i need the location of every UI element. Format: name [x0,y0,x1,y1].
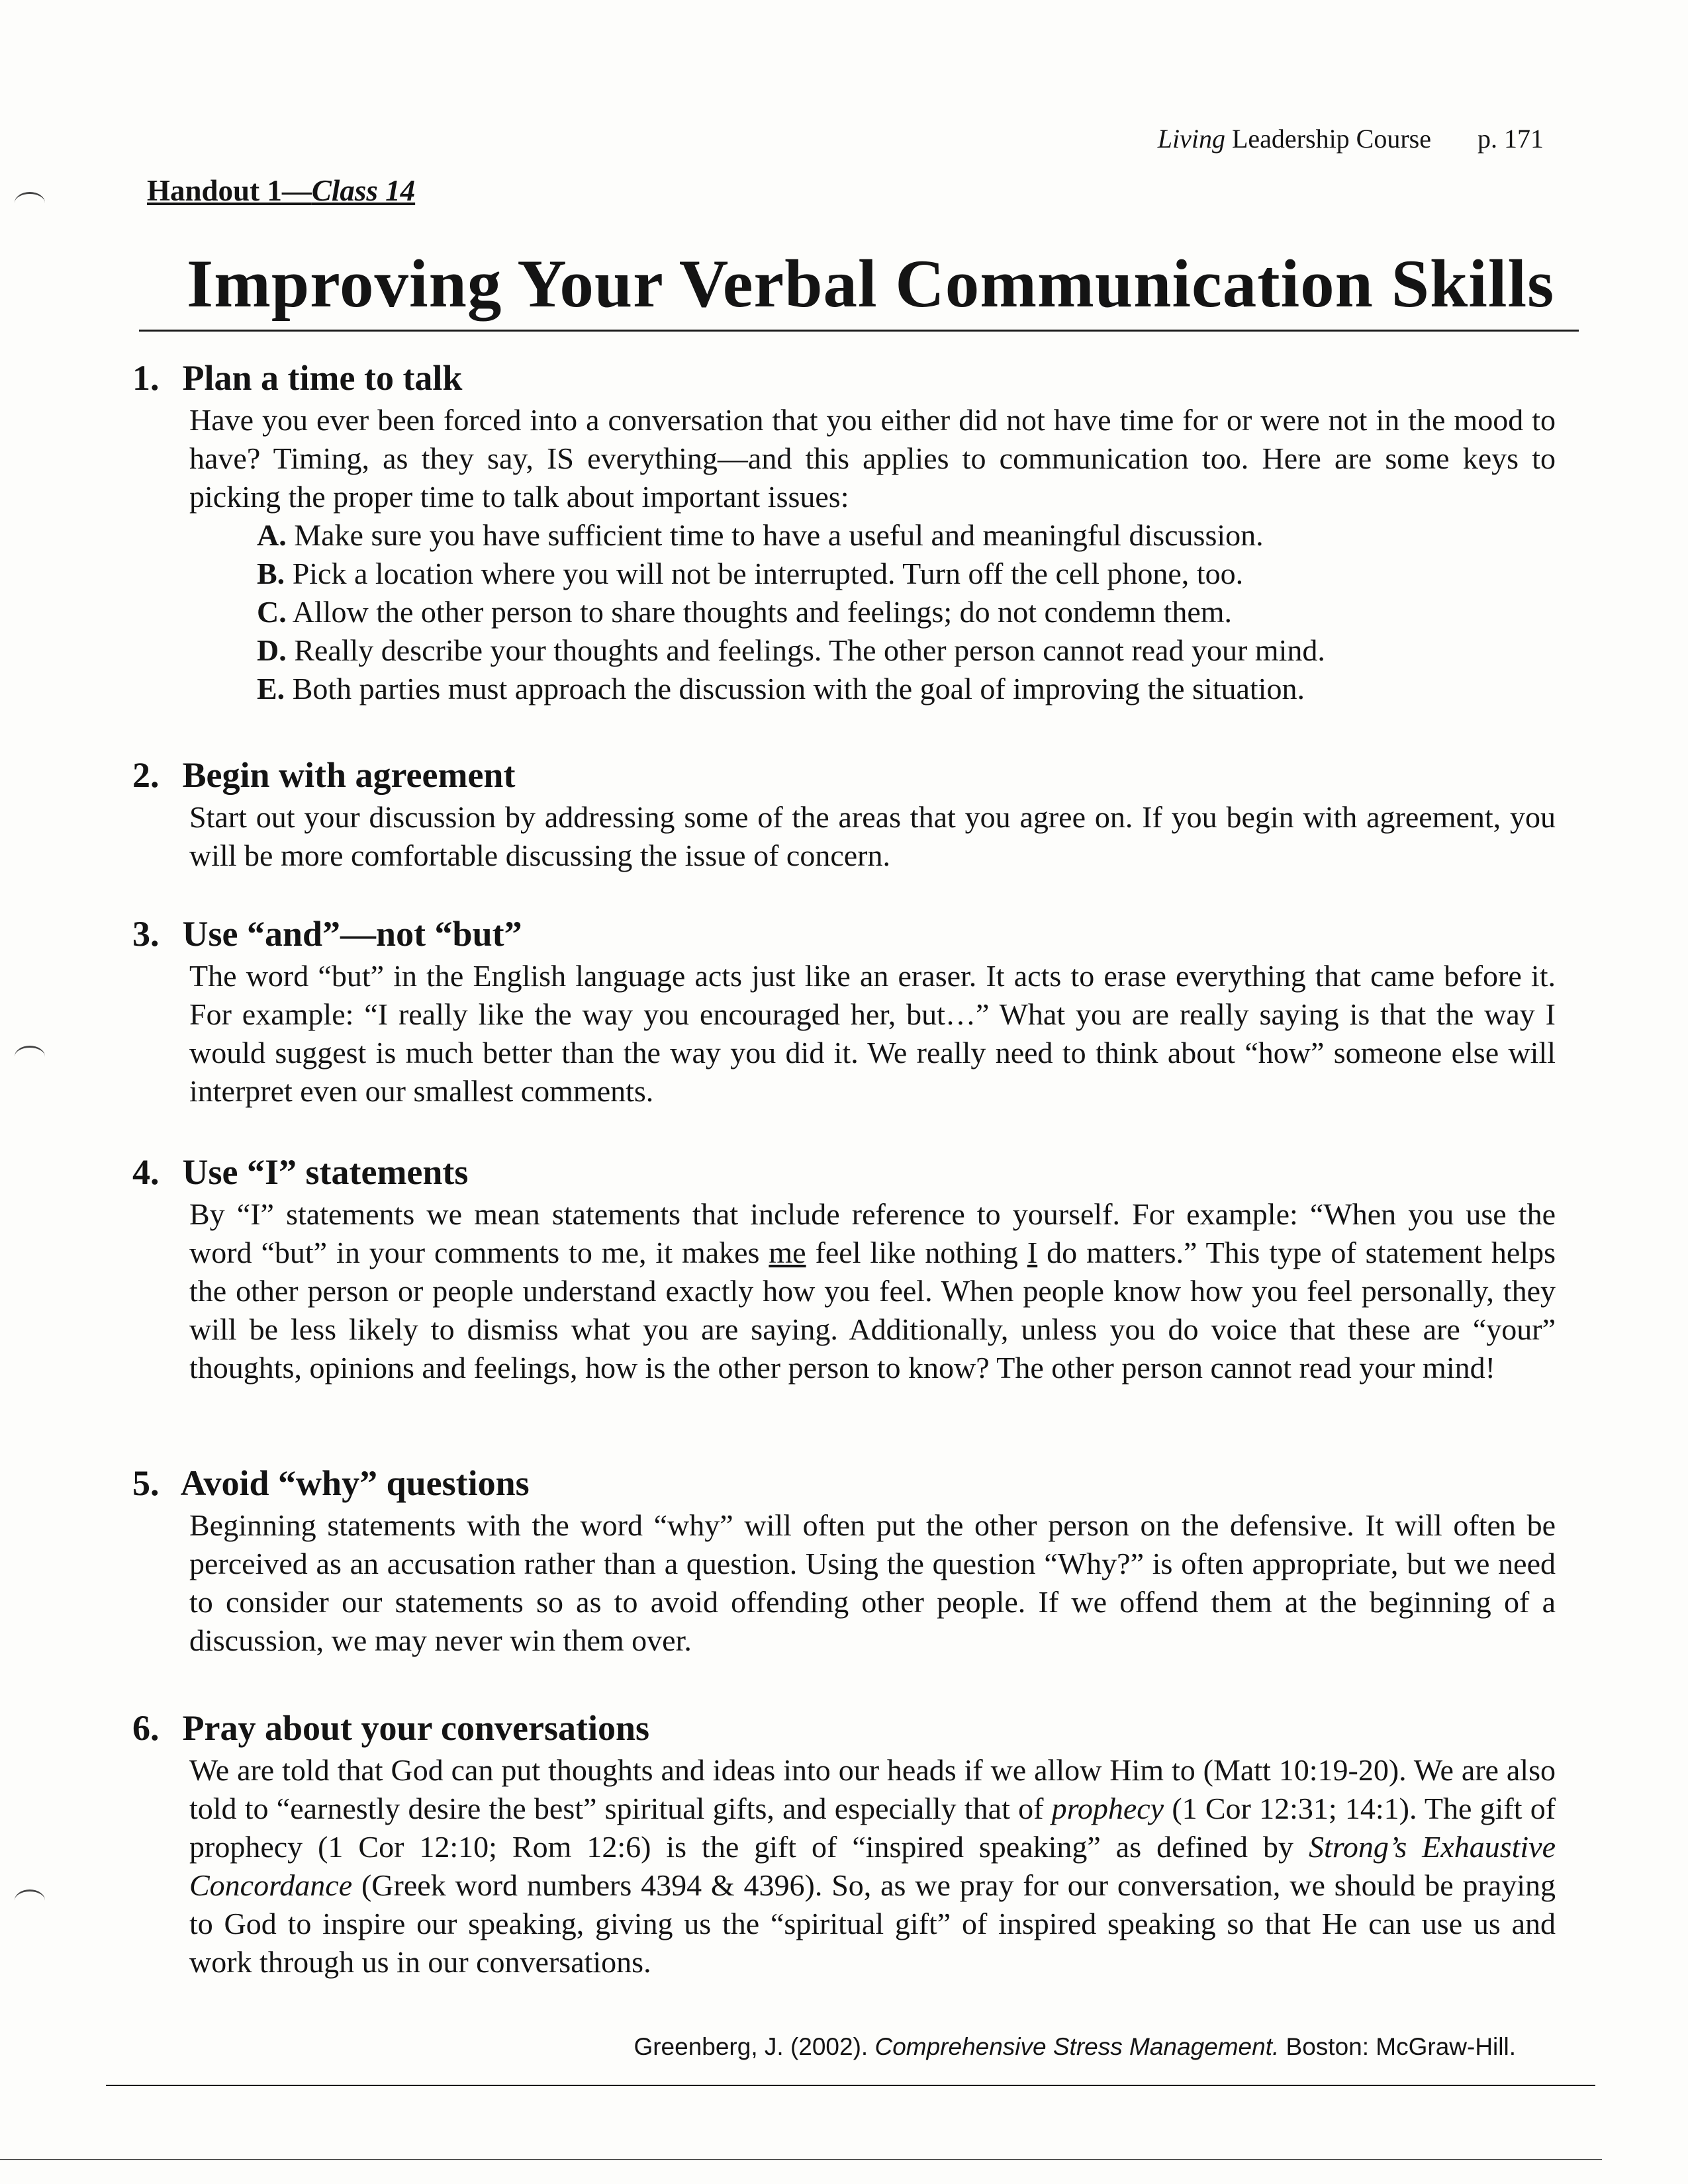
section-number: 2. [132,755,160,795]
list-text: Both parties must approach the discussion with the goal of improving the situation. [292,672,1305,705]
section-6 [132,1707,1556,1981]
section-5 [132,1463,1556,1660]
section-title: Use “and”—not “but” [182,914,522,954]
emphasis-me: me [769,1236,806,1269]
section-3 [132,913,1556,1111]
section-heading [132,357,1556,398]
list-text: Pick a location where you will not be interrupted. Turn off the cell phone, too. [292,557,1244,590]
list-item [257,670,1556,708]
list-item [257,593,1556,631]
section-heading [132,1707,1556,1749]
page-number: p. 171 [1477,124,1544,154]
section-body: Start out your discussion by addressing some of the areas that you agree on. If you begin with agreement, you will be more comfortable discussing the issue of concern. [189,800,1556,872]
citation [633,2033,1516,2061]
citation-publisher: Boston: McGraw-Hill. [1279,2033,1516,2060]
book-title: Strong’s Exhaustive Concordance [189,1830,1556,1902]
section-title: Avoid “why” questions [180,1463,530,1503]
margin-mark [15,192,45,214]
section-4 [132,1152,1556,1387]
section-title: Plan a time to talk [182,358,463,398]
section-body: Have you ever been forced into a conversation that you either did not have time for or were not in the mood to have? Timing, as they say, IS everything—and this applies to communication too. Here are some keys to picking the proper time to talk about important issues: [189,403,1556,514]
section-heading [132,1463,1556,1504]
handout-prefix: Handout 1— [147,174,312,207]
section-title: Use “I” statements [182,1152,469,1192]
list-item [257,631,1556,670]
section-2 [132,754,1556,875]
section-body: We are told that God can put thoughts and ideas into our heads if we allow Him to (Matt 10:19-20). We are also told to “earnestly desire the best” spiritual gifts, and especially that of prophecy (1 Cor 12:31; 14:1). The gift of prophecy (1 Cor 12:10; Rom 12:6) is the gift of “inspired speaking” as defined by Strong’s Exhaustive Concordance (Greek word numbers 4394 & 4396). So, as we pray for our conversation, we should be praying to God to inspire our speaking, giving us the “spiritual gift” of inspired speaking so that He can use us and work through us in our conversations. [189,1753,1556,1979]
running-head [1158,123,1544,154]
citation-title: Comprehensive Stress Management. [874,2033,1280,2060]
list-letter: A. [257,518,287,552]
section-1 [132,357,1556,708]
section-number: 6. [132,1708,160,1748]
section-title: Begin with agreement [182,755,516,795]
list-letter: D. [257,633,287,667]
section-body: Beginning statements with the word “why” will often put the other person on the defensive. It will often be perceived as an accusation rather than a question. Using the question “Why?” is often appropriate, but we need to consider our statements so as to avoid offending other people. If we offend them at the beginning of a discussion, we may never win them over. [189,1508,1556,1657]
list-text: Make sure you have sufficient time to have a useful and meaningful discussion. [294,518,1264,552]
handout-label [147,173,415,208]
course-name: Leadership Course [1225,124,1431,154]
emphasis-prophecy: prophecy [1051,1792,1164,1825]
bottom-edge-rule [0,2159,1602,2160]
emphasis-i: I [1027,1236,1038,1269]
list-letter: E. [257,672,285,705]
list-letter: B. [257,557,285,590]
list-item [257,516,1556,555]
section-number: 4. [132,1152,160,1192]
section-number: 1. [132,358,160,398]
page-title: Improving Your Verbal Communication Skills [187,246,1555,322]
list-item [257,555,1556,593]
section-heading [132,754,1556,796]
citation-author: Greenberg, J. (2002). [633,2033,875,2060]
list-text: Really describe your thoughts and feelings. The other person cannot read your mind. [294,633,1325,667]
section-heading [132,913,1556,954]
margin-mark [15,1889,45,1911]
section-number: 3. [132,914,160,954]
section-number: 5. [132,1463,160,1503]
footer-rule [106,2085,1595,2086]
section-body: By “I” statements we mean statements that include reference to yourself. For example: “When you use the word “but” in your comments to me, it makes me feel like nothing I do matters.” This type of statement helps the other person or people understand exactly how you feel. When people know how you feel personally, they will be less likely to dismiss what you are saying. Additionally, unless you do voice that these are “your” thoughts, opinions and feelings, how is the other person to know? The other person cannot read your mind! [189,1197,1556,1385]
margin-mark [15,1046,45,1068]
section-title: Pray about your conversations [182,1708,650,1748]
title-rule [139,330,1579,332]
section-heading [132,1152,1556,1193]
key-list [257,516,1556,708]
course-name-italic: Living [1157,124,1225,154]
handout-class: Class 14 [311,174,416,207]
list-letter: C. [257,595,287,629]
section-body: The word “but” in the English language acts just like an eraser. It acts to erase everything that came before it. For example: “I really like the way you encouraged her, but…” What you are really saying is that the way I would suggest is much better than the way you did it. We really need to think about “how” someone else will interpret even our smallest comments. [189,959,1556,1108]
list-text: Allow the other person to share thoughts and feelings; do not condemn them. [292,595,1233,629]
